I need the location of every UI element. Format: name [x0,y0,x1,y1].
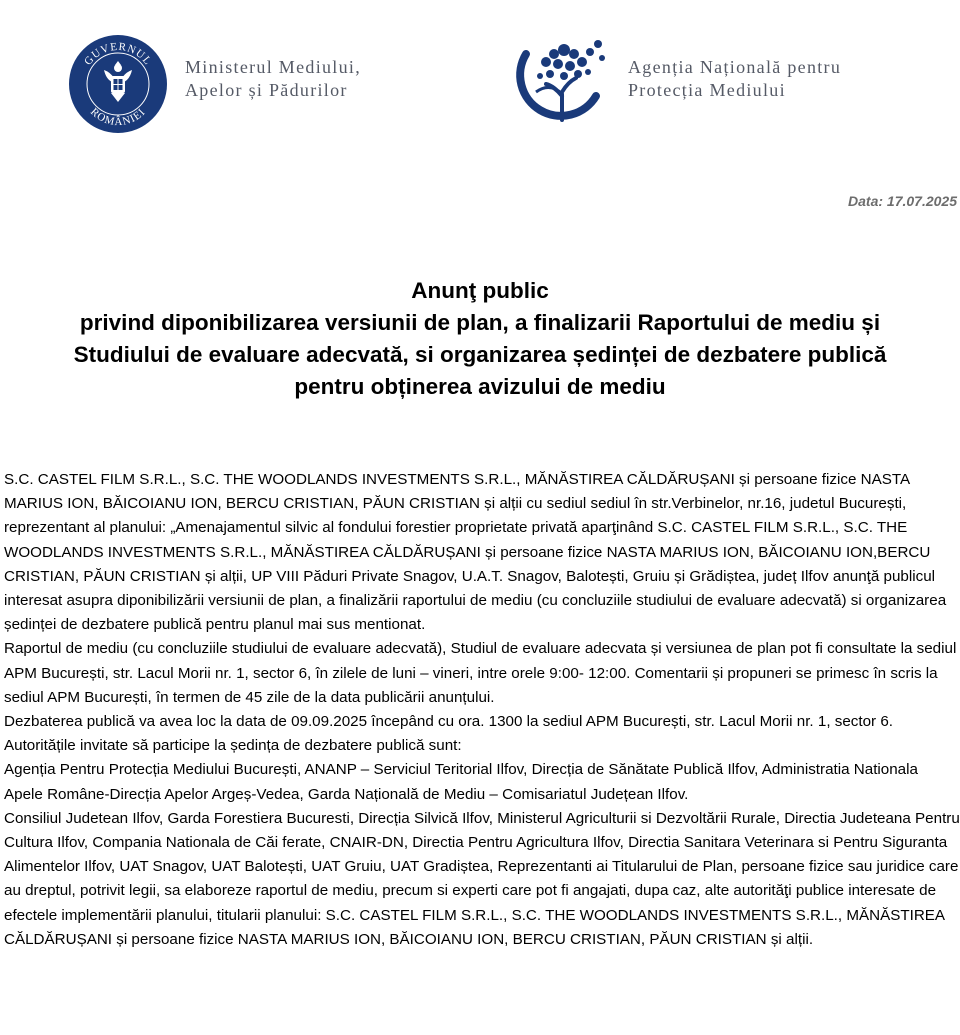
ministry-line-2: Apelor și Pădurilor [185,80,348,100]
announcement-title [0,275,960,403]
paragraph-invited-agencies: Agenția Pentru Protecția Mediului București, ANANP – Serviciul Teritorial Ilfov, Direcția de Sănătate Publică Ilfov, Administratia Nationala Apele Române-Direcția Apelor Argeș-Vedea, Garda Națională de Mediu – Comisariatul Județean Ilfov. [4,761,918,803]
title-line-4: pentru obținerea avizului de mediu [294,374,666,399]
letterhead [0,0,960,150]
paragraph-invited-heading: Autoritățile invitate să participe la ședința de dezbatere publică sunt: [4,737,462,755]
seal-text-bottom: ROMÂNIEI [87,105,149,129]
agency-name [628,56,841,102]
paragraph-consultation: Raportul de mediu (cu concluziile studiului de evaluare adecvată), Studiul de evaluare adecvata și versiunea de plan pot fi consultate la sediul APM București, str. Lacul Morii nr. 1, sector 6, în zilele de luni – vineri, intre orele 9:00- 12:00. Comentarii și propuneri se primesc în scris la sediul APM București, în termen de 45 zile de la data publicării anunțului. [4,640,957,706]
seal-text-top: GUVERNUL [82,40,155,68]
paragraph-invited-others: Consiliul Judetean Ilfov, Garda Forestiera Bucuresti, Direcția Silvică Ilfov, Ministerul Agriculturii si Dezvoltării Rurale, Directia Judeteana Pentru Cultura Ilfov, Compania Nationala de Căi ferate, CNAIR-DN, Directia Pentru Agricultura Ilfov, Directia Sanitara Veterinara si Pentru Siguranta Alimentelor Ilfov, UAT Snagov, UAT Balotești, UAT Gruiu, UAT Gradiștea, Reprezentanti ai Titularului de Plan, persoane fizice sau juridice care au dreptul, potrivit legii, sa elaboreze raportul de mediu, precum si experti care pot fi angajati, dupa caz, alte autorităţi publice interesate de efectele implementării planului, titularii planului: S.C. CASTEL FILM S.R.L., S.C. THE WOODLANDS INVESTMENTS S.R.L., MĂNĂSTIREA CĂLDĂRUȘANI și persoane fizice NASTA MARIUS ION, BĂICOIANU ION, BERCU CRISTIAN, PĂUN CRISTIAN și alții. [4,809,960,948]
paragraph-intro: S.C. CASTEL FILM S.R.L., S.C. THE WOODLANDS INVESTMENTS S.R.L., MĂNĂSTIREA CĂLDĂRUȘANI și persoane fizice NASTA MARIUS ION, BĂICOIANU ION, BERCU CRISTIAN, PĂUN CRISTIAN și alții cu sediul sediul în str.Verbinelor, nr.16, judetul București, reprezentant al planului: „Amenajamentul silvic al fondului forestier proprietate privată aparţinând S.C. CASTEL FILM S.R.L., S.C. THE WOODLANDS INVESTMENTS S.R.L., MĂNĂSTIREA CĂLDĂRUȘANI și persoane fizice NASTA MARIUS ION, BĂICOIANU ION,BERCU CRISTIAN, PĂUN CRISTIAN și alții, UP VIII Păduri Private Snagov, U.A.T. Snagov, Balotești, Gruiu și Grădiștea, județ Ilfov anunţă publicul interesat asupra diponibilizării versiunii de plan, a finalizării raportului de mediu (cu concluziile studiului de evaluare adecvată) si organizarea ședinței de dezbatere publică pentru planul mai sus mentionat. [4,471,947,634]
paragraph-debate-date: Dezbaterea publică va avea loc la data de 09.09.2025 începând cu ora. 1300 la sediul APM București, str. Lacul Morii nr. 1, sector 6. [4,713,894,731]
agency-line-1: Agenția Națională pentru [628,57,842,77]
anpm-globe-tree-logo [506,32,618,124]
ministry-name [185,56,361,102]
announcement-body [4,468,960,952]
government-seal-logo [68,34,168,134]
document-date: Data: 17.07.2025 [848,193,957,209]
title-line-3: Studiului de evaluare adecvată, si organizarea ședinței de dezbatere publică [73,342,887,367]
agency-line-2: Protecția Mediului [628,80,786,100]
ministry-line-1: Ministerul Mediului, [185,57,361,77]
title-line-2: privind diponibilizarea versiunii de plan, a finalizarii Raportului de mediu și [79,310,881,335]
title-line-1: Anunţ public [411,278,549,303]
